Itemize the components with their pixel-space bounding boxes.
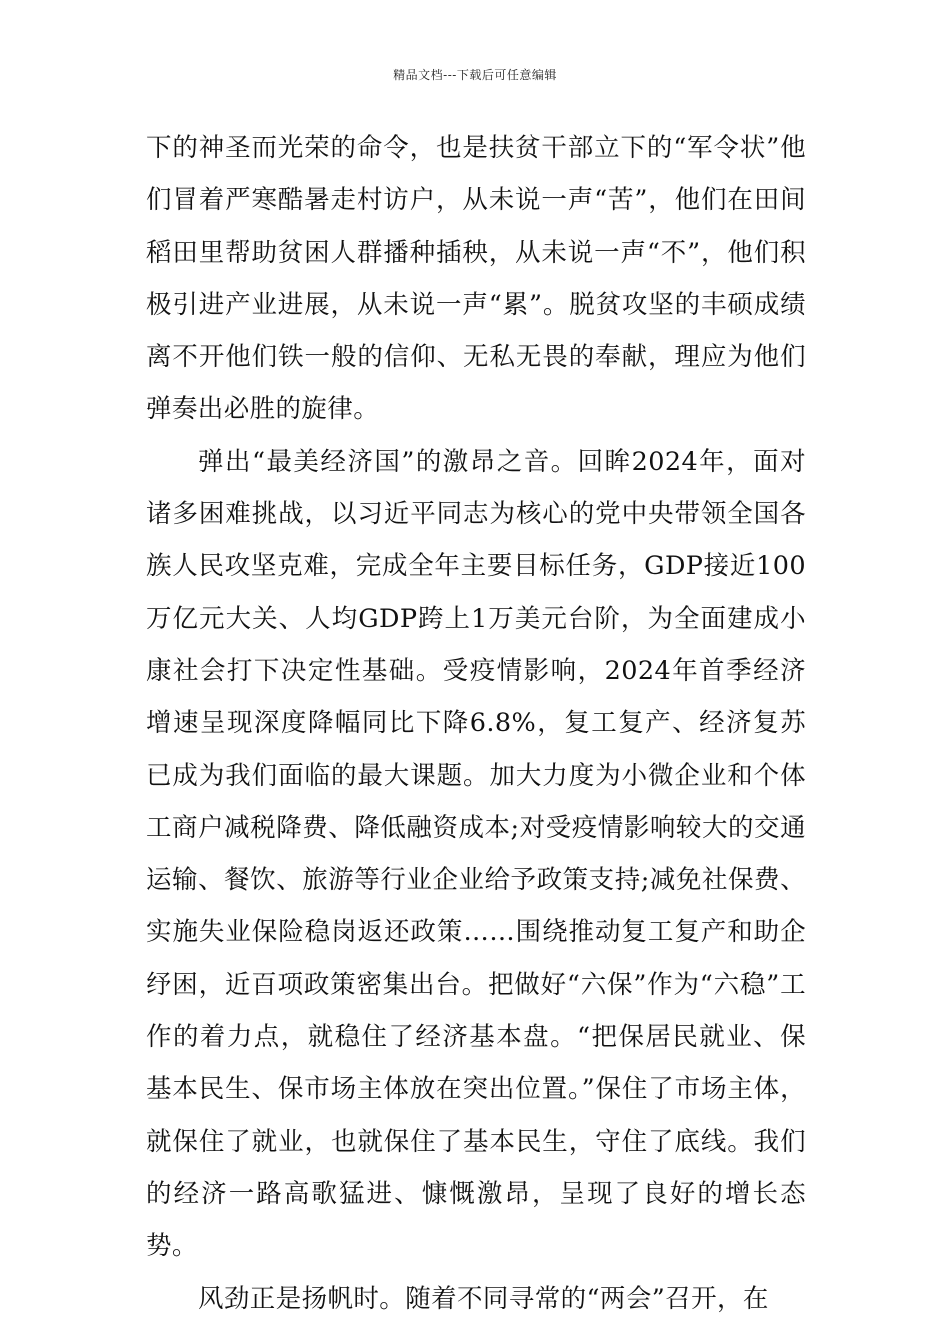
paragraph-2: 弹出“最美经济国”的激昂之音。回眸2024年，面对诸多困难挑战，以习近平同志为核心的党中央带领全国各族人民攻坚克难，完成全年主要目标任务，GDP接近100万亿元大关、人均GDP跨上1万美元台阶，为全面建成小康社会打下决定性基础。受疫情影响，2024年首季经济增速呈现深度降幅同比下降6.8%，复工复产、经济复苏已成为我们面临的最大课题。加大力度为小微企业和个体工商户减税降费、降低融资成本;对受疫情影响较大的交通运输、餐饮、旅游等行业企业给予政策支持;减免社保费、实施失业保险稳岗返还政策……围绕推动复工复产和助企纾困，近百项政策密集出台。把做好“六保”作为“六稳”工作的着力点，就稳住了经济基本盘。“把保居民就业、保基本民生、保市场主体放在突出位置。”保住了市场主体，就保住了就业，也就保住了基本民生，守住了底线。我们的经济一路高歌猛进、慷慨激昂，呈现了良好的增长态势。 [146, 446, 806, 1262]
page-header: 精品文档---下载后可任意编辑 [393, 68, 557, 82]
paragraph-1: 下的神圣而光荣的命令，也是扶贫干部立下的“军令状”他们冒着严寒酷暑走村访户，从未说一声“苦”，他们在田间稻田里帮助贫困人群播种插秧，从未说一声“不”，他们积极引进产业进展，从未说一声“累”。脱贫攻坚的丰硕成绩离不开他们铁一般的信仰、无私无畏的奉献，理应为他们弹奏出必胜的旋律。 [146, 133, 806, 425]
paragraph-3: 风劲正是扬帆时。随着不同寻常的“两会”召开，在 [198, 1283, 769, 1314]
document-body [146, 122, 806, 1325]
